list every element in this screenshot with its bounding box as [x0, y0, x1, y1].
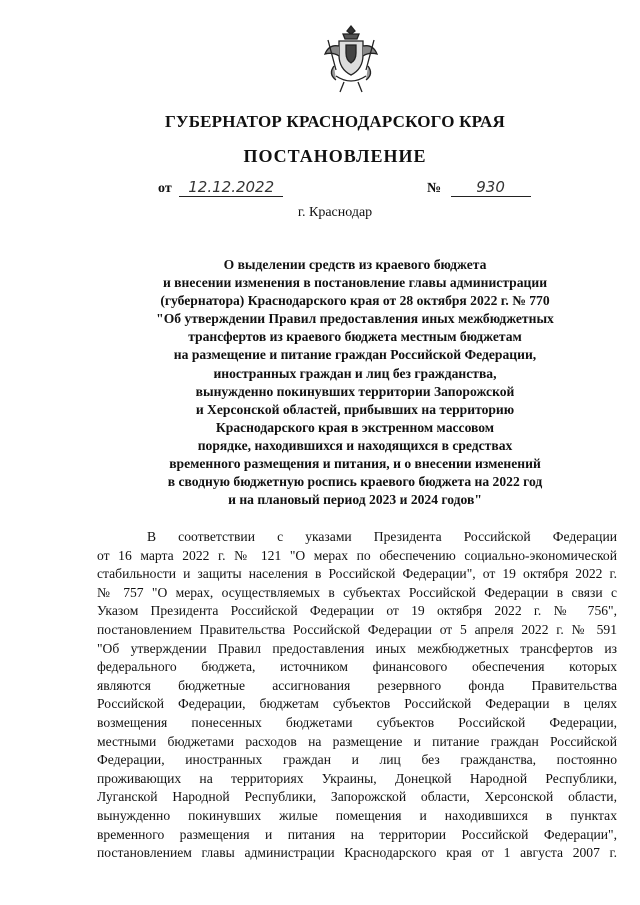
coat-of-arms-icon	[322, 22, 380, 96]
number-row	[427, 178, 531, 197]
document-title	[140, 256, 570, 509]
title-line: вынужденно покинувших территории Запорожской	[195, 383, 515, 399]
body-line: № 757 "О мерах, осуществляемых в субъектах Российской Федерации в связи с	[97, 584, 617, 600]
title-line: и Херсонской областей, прибывших на территорию	[195, 401, 515, 417]
body-line: постановлением главы администрации Краснодарского края от 1 августа 2007 г.	[97, 845, 617, 861]
body-line: постановлением Правительства Российской Федерации от 5 апреля 2022 г. № 591	[97, 621, 617, 637]
title-line: и на плановый период 2023 и 2024 годов"	[228, 492, 482, 508]
title-line: порядке, находившихся и находящихся в средствах	[197, 437, 513, 453]
title-line: (губернатора) Краснодарского края от 28 октября 2022 г. № 770	[160, 293, 550, 309]
title-line: временного размещения и питания, и о внесении изменений	[169, 456, 541, 472]
body-line: являются бюджетные ассигнования резервного фонда Правительства	[97, 677, 617, 693]
date-row	[158, 178, 283, 197]
body-line: Российской Федерации, бюджетам субъектов Российской Федерации в целях	[97, 696, 617, 712]
title-line: иностранных граждан и лиц без гражданства,	[213, 365, 497, 381]
body-line: Луганской Народной Республики, Запорожской области, Херсонской области,	[97, 789, 617, 805]
body-paragraph	[97, 528, 617, 863]
title-line: трансфертов из краевого бюджета местным бюджетам	[188, 329, 522, 345]
city-line: г. Краснодар	[297, 205, 373, 220]
date-value: 12.12.2022	[179, 178, 283, 197]
body-line: местными бюджетами расходов на размещение и питание граждан Российской	[97, 733, 617, 749]
title-line: "Об утверждении Правил предоставления иных межбюджетных	[156, 311, 554, 327]
body-line: проживающих на территориях Украины, Донецкой Народной Республики,	[97, 770, 617, 786]
body-line: Федерации, иностранных граждан и лиц без гражданства, постоянно	[97, 752, 617, 768]
body-line: В соответствии с указами Президента Российской Федерации	[147, 529, 617, 544]
authority-heading: ГУБЕРНАТОР КРАСНОДАРСКОГО КРАЯ	[165, 112, 505, 131]
title-line: на размещение и питание граждан Российской Федерации,	[173, 347, 537, 363]
title-line: Краснодарского края в экстренном массовом	[215, 419, 495, 435]
body-line: стабильности и защиты населения в Российской Федерации", от 19 октября 2022 г.	[97, 566, 617, 582]
date-label: от	[158, 181, 172, 196]
document-type: ПОСТАНОВЛЕНИЕ	[243, 146, 427, 166]
body-line: Указом Президента Российской Федерации от 19 октября 2022 г. № 756",	[97, 603, 617, 619]
body-line: "Об утверждении Правил предоставления иных межбюджетных трансфертов из	[97, 640, 617, 656]
title-line: О выделении средств из краевого бюджета	[223, 257, 487, 272]
title-line: в сводную бюджетную роспись краевого бюджета на 2022 год	[167, 474, 543, 490]
number-label: №	[427, 181, 442, 196]
title-line: и внесении изменения в постановление главы администрации	[162, 275, 548, 291]
body-line: от 16 марта 2022 г. № 121 "О мерах по обеспечению социально-экономической	[97, 547, 617, 563]
body-line: вынужденно покинувших жилые помещения и находившихся в пунктах	[97, 807, 617, 823]
body-line: федерального бюджета, источником финансового обеспечения которых	[97, 659, 617, 675]
body-line: возмещения понесенных бюджетами субъектов Российской Федерации,	[97, 714, 617, 730]
body-line: временного размещения и питания на территории Российской Федерации",	[97, 826, 617, 842]
number-value: 930	[451, 178, 531, 197]
